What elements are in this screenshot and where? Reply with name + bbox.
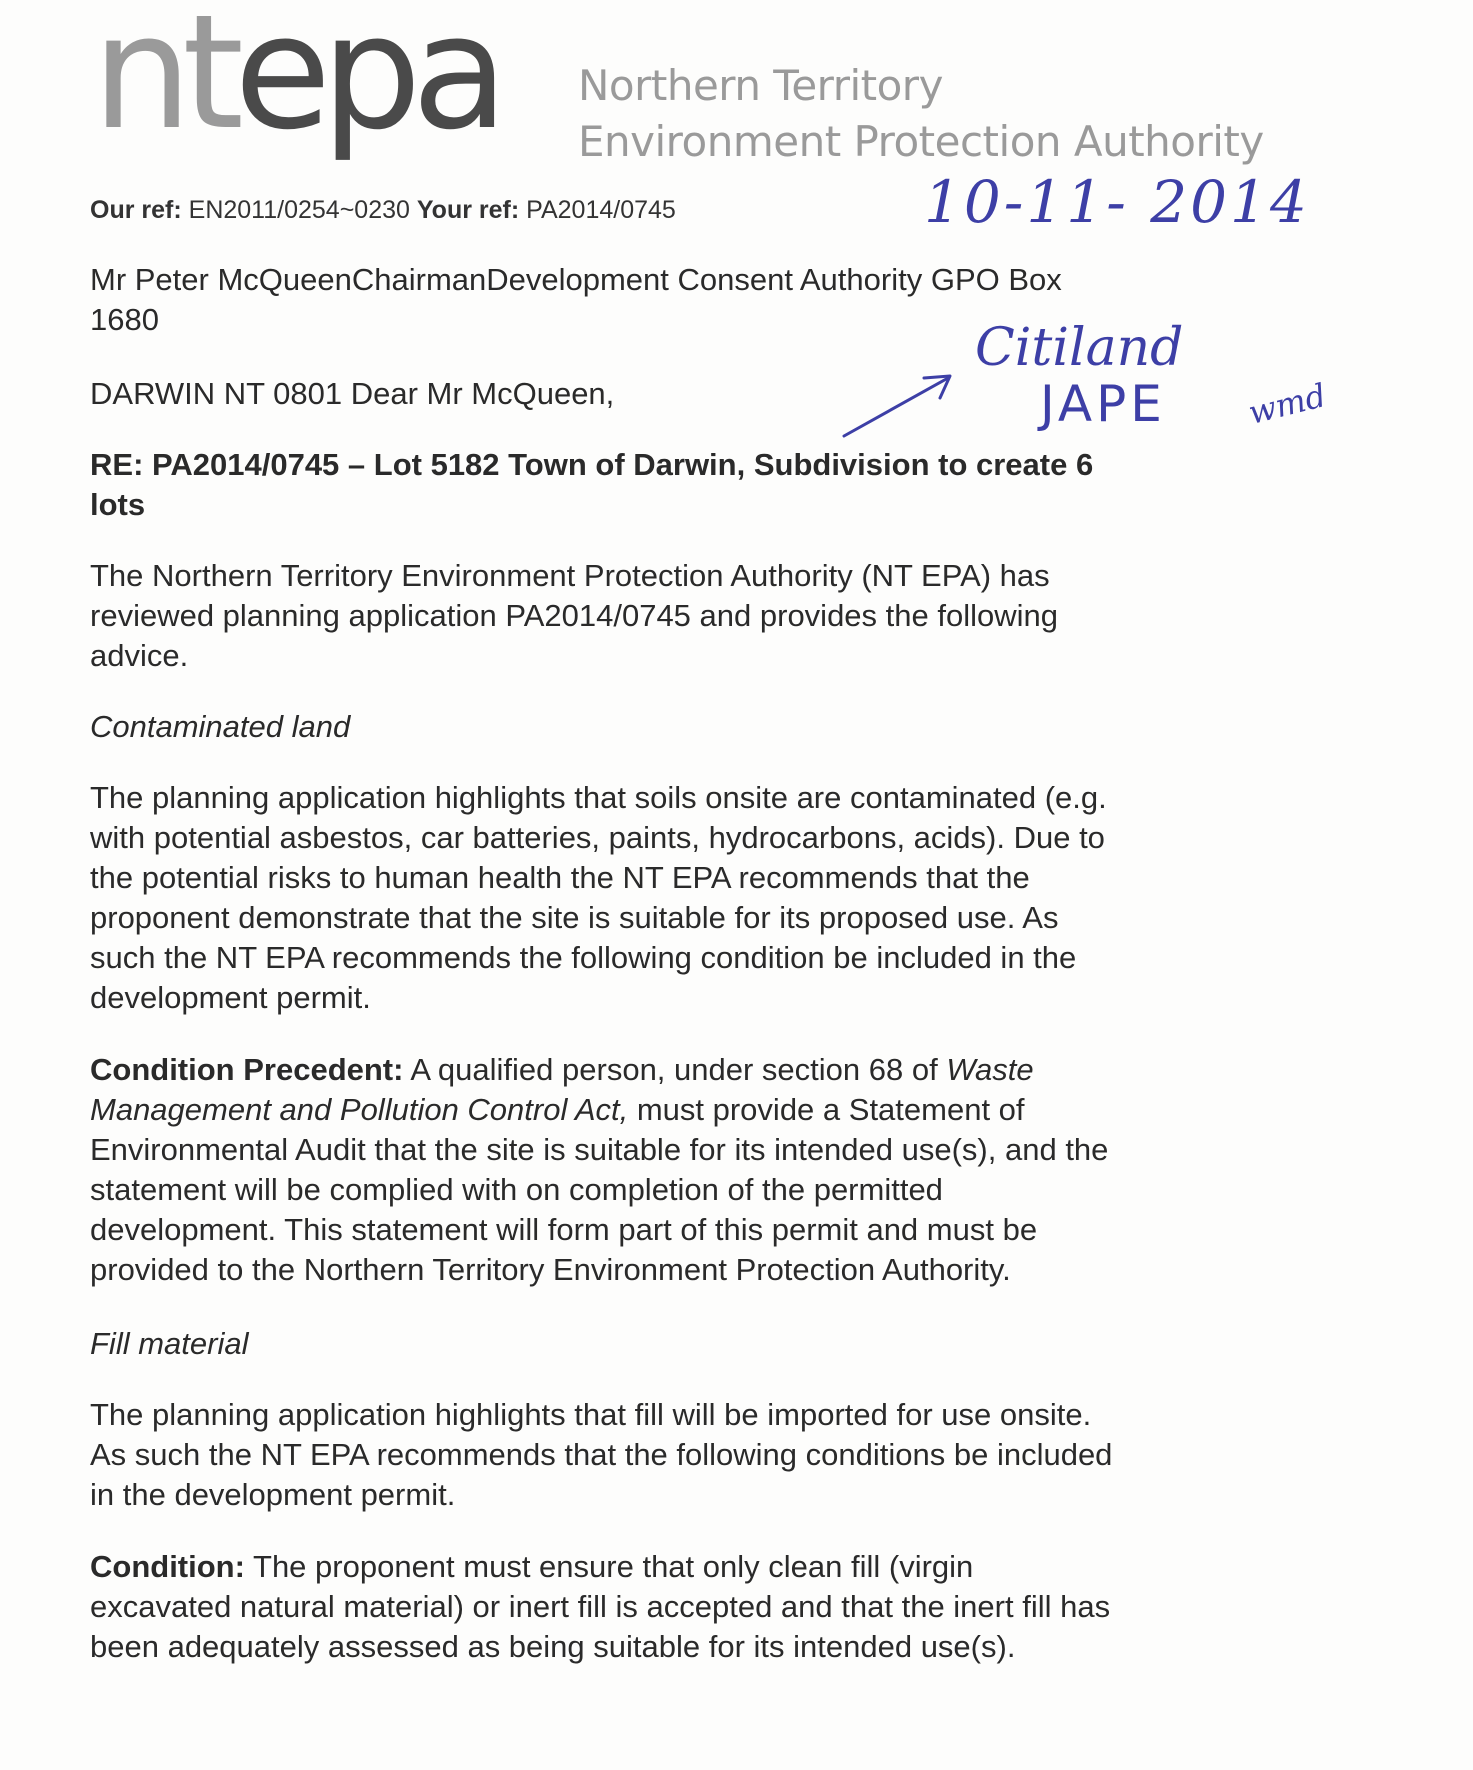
text-line: been adequately assessed as being suitable for its intended use(s).	[90, 1629, 1016, 1664]
handwritten-date: 10-11- 2014	[924, 168, 1310, 236]
condition-precedent-label: Condition Precedent:	[90, 1052, 404, 1087]
contaminated-land-paragraph	[90, 778, 1230, 1018]
text-line: The planning application highlights that soils onsite are contaminated (e.g.	[90, 780, 1107, 815]
authority-line-2: Environment Protection Authority	[578, 117, 1264, 166]
text-line: As such the NT EPA recommends that the following conditions be included	[90, 1437, 1113, 1472]
text-line	[90, 1050, 1230, 1090]
text-line: The planning application highlights that fill will be imported for use onsite.	[90, 1397, 1092, 1432]
text-line: such the NT EPA recommends the following condition be included in the	[90, 940, 1077, 975]
address-line: Mr Peter McQueenChairmanDevelopment Consent Authority GPO Box	[90, 262, 1062, 297]
text-run: must provide a Statement of	[628, 1092, 1025, 1127]
text-line	[90, 1547, 1230, 1587]
logo-nt: nt	[92, 0, 235, 165]
your-ref-value: PA2014/0745	[526, 196, 676, 224]
text-line: advice.	[90, 638, 189, 673]
authority-line-1: Northern Territory	[578, 61, 943, 110]
ntepa-logo	[92, 0, 499, 165]
subject-line	[90, 445, 1230, 525]
text-run: The proponent must ensure that only clean fill (virgin	[244, 1549, 974, 1584]
your-ref-label: Your ref:	[416, 196, 520, 224]
salutation: DARWIN NT 0801 Dear Mr McQueen,	[90, 376, 615, 411]
address-line: 1680	[90, 302, 159, 337]
condition-paragraph	[90, 1547, 1230, 1667]
text-line: provided to the Northern Territory Environment Protection Authority.	[90, 1252, 1011, 1287]
text-line: proponent demonstrate that the site is suitable for its proposed use. As	[90, 900, 1059, 935]
text-line: reviewed planning application PA2014/0745 and provides the following	[90, 598, 1058, 633]
text-line: development. This statement will form part of this permit and must be	[90, 1212, 1038, 1247]
intro-paragraph	[90, 556, 1230, 676]
our-ref-value: EN2011/0254~0230	[188, 196, 410, 224]
reference-line	[90, 196, 676, 225]
text-line: The Northern Territory Environment Protection Authority (NT EPA) has	[90, 558, 1050, 593]
text-line: Environmental Audit that the site is suitable for its intended use(s), and the	[90, 1132, 1109, 1167]
text-line: the potential risks to human health the NT EPA recommends that the	[90, 860, 1030, 895]
text-line: development permit.	[90, 980, 371, 1015]
text-line	[90, 1090, 1230, 1130]
section-heading-contaminated-land: Contaminated land	[90, 709, 351, 744]
handwritten-note-citiland: Citiland	[975, 318, 1184, 378]
condition-label: Condition:	[90, 1549, 245, 1584]
handwritten-note-jape: JAPE	[1040, 375, 1166, 433]
text-line: with potential asbestos, car batteries, paints, hydrocarbons, acids). Due to	[90, 820, 1105, 855]
address-block	[90, 260, 1230, 340]
text-run-italic: Waste	[946, 1052, 1034, 1087]
text-line: excavated natural material) or inert fill is accepted and that the inert fill has	[90, 1589, 1111, 1624]
text-run: A qualified person, under section 68 of	[403, 1052, 947, 1087]
text-line: statement will be complied with on completion of the permitted	[90, 1172, 943, 1207]
text-run-italic: Management and Pollution Control Act,	[90, 1092, 629, 1127]
fill-material-paragraph	[90, 1395, 1230, 1515]
our-ref-label: Our ref:	[90, 196, 182, 224]
logo-epa: epa	[234, 0, 499, 165]
handwritten-note-wmd: wmd	[1244, 376, 1330, 432]
condition-precedent-paragraph	[90, 1050, 1230, 1290]
section-heading-fill-material: Fill material	[90, 1326, 249, 1361]
authority-name	[578, 58, 1264, 170]
subject-line-2: lots	[90, 487, 146, 522]
text-line: in the development permit.	[90, 1477, 456, 1512]
subject-line-1: RE: PA2014/0745 – Lot 5182 Town of Darwin, Subdivision to create 6	[90, 447, 1094, 482]
